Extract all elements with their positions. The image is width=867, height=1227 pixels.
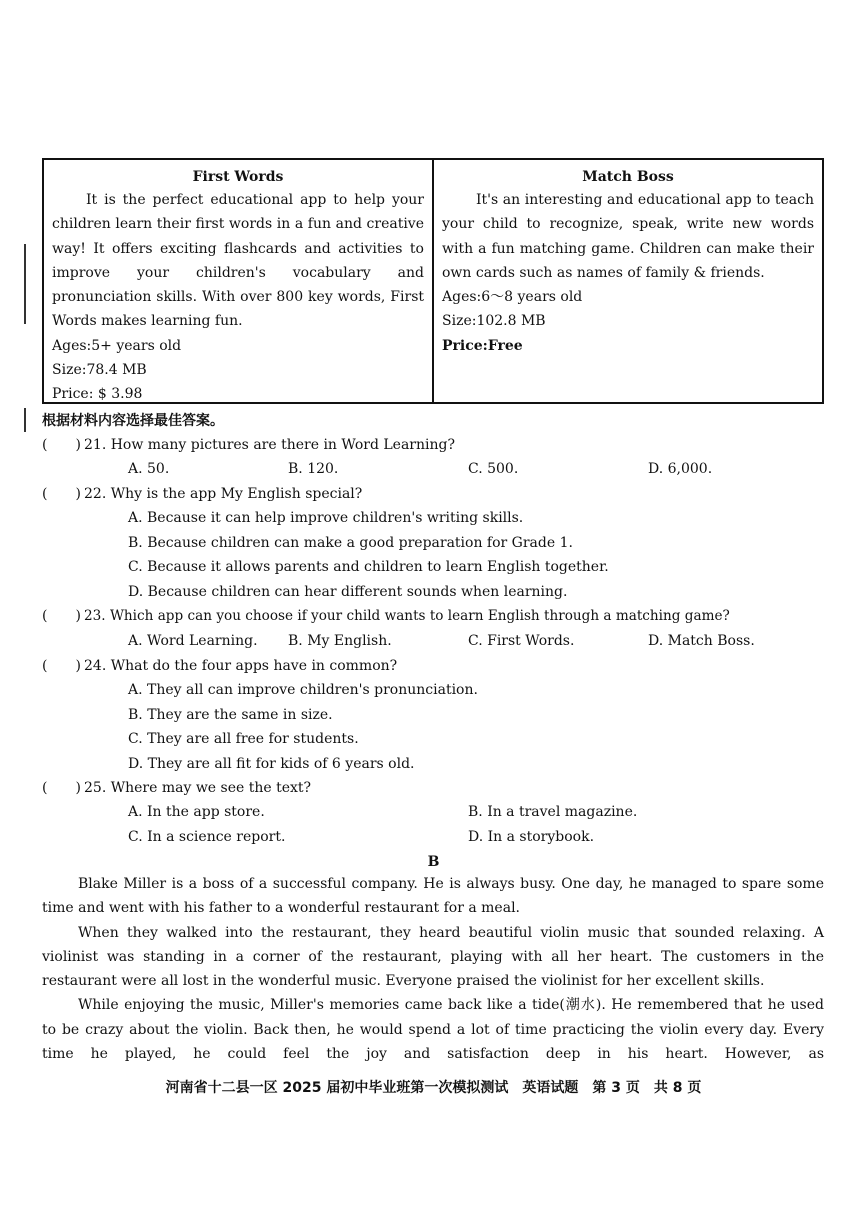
option: D. Because children can hear different sounds when learning. <box>128 584 568 600</box>
app-description: It's an interesting and educational app to teach your child to recognize, speak, write new words with a fun matching game. Children can make their own cards such as names of family & friends. <box>442 192 814 281</box>
question-21 <box>42 434 832 456</box>
option: A. They all can improve children's pronunciation. <box>128 682 478 698</box>
reading-passage <box>42 872 824 1066</box>
section-heading: B <box>427 854 440 870</box>
app-card-match-boss <box>432 160 822 402</box>
passage-paragraph: While enjoying the music, Miller's memories came back like a tide(潮水). He remembered that he used to be crazy about the violin. Back then, he would spend a lot of time practicing the violin every day. Every time he played, he could feel the joy and satisfaction deep in his heart. However, as <box>42 997 824 1063</box>
passage-paragraph: When they walked into the restaurant, they heard beautiful violin music that sounded relaxing. A violinist was standing in a corner of the restaurant, playing with all her heart. The customers in the restaurant were all lost in the wonderful music. Everyone praised the violinist for her excellent skills. <box>42 924 824 990</box>
option: C. 500. <box>468 461 519 477</box>
option: B. They are the same in size. <box>128 707 333 723</box>
question-text: 22. Why is the app My English special? <box>84 486 363 502</box>
option: D. Match Boss. <box>648 633 755 649</box>
option: C. They are all free for students. <box>128 731 359 747</box>
option: A. Because it can help improve children's writing skills. <box>128 510 524 526</box>
question-23 <box>42 605 832 627</box>
app-title: Match Boss <box>582 169 674 185</box>
binding-margin-mark <box>24 408 26 432</box>
question-25 <box>42 777 832 799</box>
app-size: Size:102.8 MB <box>442 313 546 330</box>
app-price: Price:Free <box>442 337 523 354</box>
binding-margin-mark <box>24 244 26 324</box>
option: C. First Words. <box>468 633 575 649</box>
answer-blank[interactable]: ( ) <box>42 608 81 624</box>
question-24 <box>42 655 832 677</box>
instruction: 根据材料内容选择最佳答案。 <box>42 413 224 429</box>
option: B. 120. <box>288 461 339 477</box>
app-title: First Words <box>192 169 284 185</box>
app-price: Price: $ 3.98 <box>52 386 143 403</box>
app-description: It is the perfect educational app to help your children learn their first words in a fun and creative way! It offers exciting flashcards and activities to improve your children's vocabulary and pronunciation skills. With over 800 key words, First Words makes learning fun. <box>52 192 424 330</box>
app-ages: Ages:5+ years old <box>52 337 182 354</box>
option: B. Because children can make a good preparation for Grade 1. <box>128 535 573 551</box>
page-footer: 河南省十二县一区 2025 届初中毕业班第一次模拟测试 英语试题 第 3 页 共 8 页 <box>165 1080 702 1096</box>
option: A. Word Learning. <box>128 633 258 649</box>
option: B. In a travel magazine. <box>468 804 638 820</box>
option: D. They are all fit for kids of 6 years old. <box>128 756 415 772</box>
app-card-first-words <box>44 160 432 402</box>
option: C. Because it allows parents and children to learn English together. <box>128 559 609 575</box>
question-text: 21. How many pictures are there in Word Learning? <box>84 437 455 453</box>
answer-blank[interactable]: ( ) <box>42 780 81 796</box>
option: D. In a storybook. <box>468 829 595 845</box>
question-text: 23. Which app can you choose if your child wants to learn English through a matching game? <box>84 608 730 624</box>
passage-paragraph: Blake Miller is a boss of a successful company. He is always busy. One day, he managed to spare some time and went with his father to a wonderful restaurant for a meal. <box>42 876 824 917</box>
app-size: Size:78.4 MB <box>52 362 147 379</box>
option: C. In a science report. <box>128 829 286 845</box>
answer-blank[interactable]: ( ) <box>42 658 81 674</box>
question-text: 24. What do the four apps have in common? <box>84 658 398 674</box>
option: D. 6,000. <box>648 461 713 477</box>
option: A. In the app store. <box>128 804 265 820</box>
app-info-table <box>42 158 824 404</box>
question-22 <box>42 483 832 505</box>
answer-blank[interactable]: ( ) <box>42 437 81 453</box>
question-text: 25. Where may we see the text? <box>84 780 312 796</box>
option: A. 50. <box>128 461 170 477</box>
app-ages: Ages:6～8 years old <box>442 289 583 306</box>
answer-blank[interactable]: ( ) <box>42 486 81 502</box>
option: B. My English. <box>288 633 392 649</box>
